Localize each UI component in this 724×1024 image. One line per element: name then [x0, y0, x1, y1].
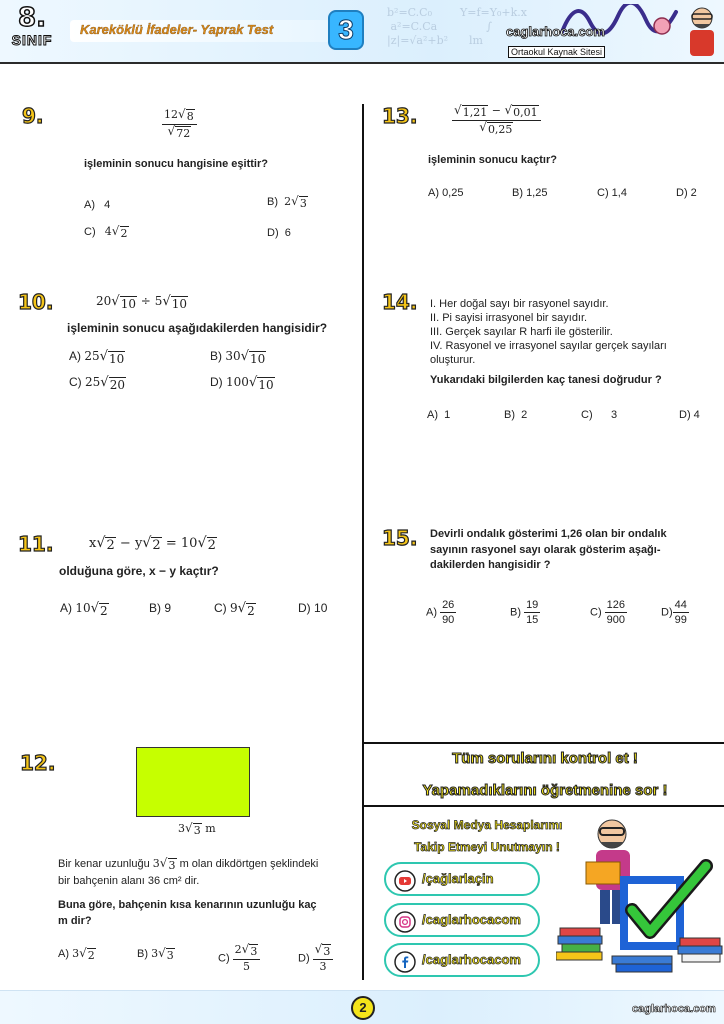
- question-12-prompt-line-2: m dir?: [58, 915, 92, 927]
- rectangle-side-label: 3 √ 3 m: [178, 821, 216, 837]
- question-14-number: 14.: [382, 290, 418, 314]
- q15-text-line-1: Devirli ondalık gösterimi 1,26 olan bir ondalık: [430, 528, 667, 540]
- q11-option-d[interactable]: D) 10: [298, 601, 328, 615]
- youtube-handle: /çağlarlaçin: [422, 871, 494, 886]
- facebook-link[interactable]: [384, 943, 540, 977]
- q11-option-c[interactable]: C) 9 √ 2: [214, 601, 255, 618]
- q9-option-c[interactable]: C) 4 √ 2: [84, 224, 128, 240]
- social-title-line-2: Takip Etmeyi Unutmayın !: [414, 840, 560, 854]
- q15-option-b[interactable]: B) $\frac{19}{15}$: [510, 599, 539, 626]
- footer-brand: caglarhoca.com: [632, 1003, 716, 1015]
- q12-option-b[interactable]: B) 3 √ 3: [137, 946, 174, 962]
- q14-statement-2: II. Pi sayisi irrasyonel bir sayıdır.: [430, 312, 588, 324]
- promo-ask-teacher: Yapamadıklarını öğretmenine sor !: [422, 782, 668, 799]
- q11-option-b[interactable]: B) 9: [149, 601, 172, 615]
- q15-option-a[interactable]: A) $\frac{26}{90}$: [426, 599, 455, 626]
- question-9-expression: 12 √ 8 √ 72: [162, 108, 197, 141]
- q15-option-d[interactable]: D) $\frac{44}{99}$: [661, 599, 687, 626]
- teacher-checkmark-illustration: [556, 810, 724, 982]
- question-11-number: 11.: [18, 532, 54, 556]
- q10-option-c[interactable]: C) 25 √ 20: [69, 375, 125, 392]
- promo-top-border: [362, 742, 724, 744]
- title-bar: [70, 20, 330, 42]
- column-divider-lower: [362, 744, 364, 980]
- instagram-icon: [394, 911, 416, 933]
- instagram-handle: /caglarhocacom: [422, 912, 521, 927]
- brand-subtitle: Ortaokul Kaynak Sitesi: [508, 46, 605, 58]
- q15-text-line-3: dakilerden hangisidir ?: [430, 559, 551, 571]
- q14-option-c[interactable]: C) 3: [581, 409, 618, 421]
- q12-option-d[interactable]: D) √ 3 3: [298, 943, 333, 974]
- youtube-link[interactable]: [384, 862, 540, 896]
- question-12-text-line-1: Bir kenar uzunluğu 3 √ 3 m olan dikdörtgen şeklindeki: [58, 856, 319, 872]
- column-divider: [362, 104, 364, 744]
- q12-option-a[interactable]: A) 3 √ 2: [58, 946, 95, 962]
- test-number-badge: 3: [328, 10, 364, 50]
- q12-option-c[interactable]: C) 2 √ 3 5: [218, 943, 260, 974]
- formula-background: b²=C.C₀ Y=f=Y₀+k.x a²=C.Ca ∫ |z|=√a²+b² lm: [386, 6, 528, 47]
- brand-name: caglarhoca.com: [506, 24, 605, 39]
- grade-number: 8.: [18, 3, 46, 33]
- q14-statement-3: III. Gerçek sayılar R harfi ile gösterilir.: [430, 326, 613, 338]
- q9-option-a[interactable]: A) 4: [84, 199, 111, 211]
- question-12-number: 12.: [20, 751, 56, 775]
- q13-option-d[interactable]: D) 2: [676, 187, 697, 199]
- question-14-prompt: Yukarıdaki bilgilerden kaç tanesi doğrudur ?: [430, 374, 662, 386]
- garden-rectangle: [136, 747, 250, 817]
- promo-check-answers: Tüm sorularını kontrol et !: [452, 750, 638, 767]
- q10-option-b[interactable]: B) 30 √ 10: [210, 349, 266, 366]
- grade-badge: [6, 4, 58, 48]
- q14-statement-4: IV. Rasyonel ve irrasyonel sayılar gerçek sayıları: [430, 340, 667, 352]
- instagram-link[interactable]: [384, 903, 540, 937]
- question-13-prompt: işleminin sonucu kaçtır?: [428, 154, 557, 166]
- question-11-prompt: olduğuna göre, x − y kaçtır?: [59, 564, 219, 578]
- q9-option-d[interactable]: D) 6: [267, 227, 291, 239]
- q14-option-a[interactable]: A) 1: [427, 409, 451, 421]
- q9-option-b[interactable]: B) 2 √ 3: [267, 194, 307, 210]
- grade-label: SINIF: [11, 32, 53, 48]
- page-number: 2: [351, 996, 375, 1020]
- header: [0, 0, 724, 64]
- q10-option-a[interactable]: A) 25 √ 10: [69, 349, 125, 366]
- question-10-number: 10.: [18, 290, 54, 314]
- worksheet-title: Kareköklü İfadeler- Yaprak Test: [80, 22, 274, 37]
- question-12-text-line-2: bir bahçenin alanı 36 cm² dir.: [58, 875, 200, 887]
- question-10-expression: 20 √ 10 ÷ 5 √ 10: [96, 294, 188, 311]
- question-9-prompt: işleminin sonucu hangisine eşittir?: [84, 158, 268, 170]
- q10-option-d[interactable]: D) 100 √ 10: [210, 375, 274, 392]
- social-title-line-1: Sosyal Medya Hesaplarımı: [411, 818, 563, 832]
- q14-option-d[interactable]: D) 4: [679, 409, 700, 421]
- question-15-number: 15.: [382, 526, 418, 550]
- q13-option-a[interactable]: A) 0,25: [428, 187, 464, 199]
- q14-option-b[interactable]: B) 2: [504, 409, 528, 421]
- question-13-expression: √ 1,21 − √ 0,01 √ 0,25: [452, 104, 541, 137]
- facebook-handle: /caglarhocacom: [422, 952, 521, 967]
- question-10-prompt: işleminin sonucu aşağıdakilerden hangisidir?: [67, 321, 328, 335]
- q15-text-line-2: sayının rasyonel sayı olarak gösterim aşağı-: [430, 544, 661, 556]
- q14-statement-1: I. Her doğal sayı bir rasyonel sayıdır.: [430, 298, 609, 310]
- q14-statement-4-cont: oluşturur.: [430, 354, 476, 366]
- promo-mid-border: [362, 805, 724, 807]
- facebook-icon: [394, 951, 416, 973]
- teacher-avatar-icon: [684, 4, 720, 60]
- youtube-icon: [394, 870, 416, 892]
- question-11-equation: x √ 2 − y √ 2 = 10 √ 2: [89, 535, 216, 553]
- q15-option-c[interactable]: C) $\frac{126}{900}$: [590, 599, 626, 626]
- q11-option-a[interactable]: A) 10 √ 2: [60, 601, 108, 618]
- q13-option-c[interactable]: C) 1,4: [597, 187, 627, 199]
- question-13-number: 13.: [382, 104, 418, 128]
- question-9-number: 9.: [22, 104, 44, 128]
- q13-option-b[interactable]: B) 1,25: [512, 187, 548, 199]
- question-12-prompt-line-1: Buna göre, bahçenin kısa kenarının uzunluğu kaç: [58, 899, 317, 911]
